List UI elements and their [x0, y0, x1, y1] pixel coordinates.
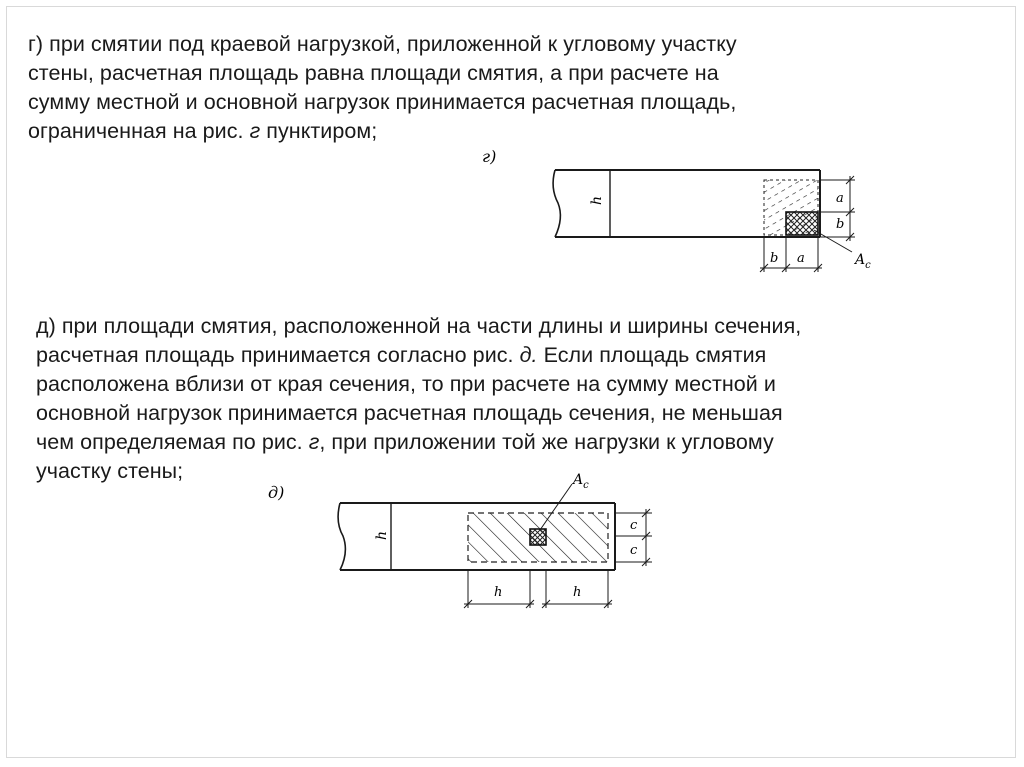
paragraph-g	[28, 30, 737, 146]
height-label: h	[589, 195, 605, 205]
dimension-a-vertical: a	[836, 191, 844, 206]
paragraph-d-line-5	[36, 428, 801, 457]
figure-g-caption: г)	[482, 147, 497, 166]
line-text: Если площадь смятия	[537, 343, 767, 367]
line-text: пунктиром;	[260, 119, 378, 143]
dimension-h-right: h	[573, 585, 582, 600]
area-label: $A_c$	[855, 252, 871, 271]
bearing-area	[530, 529, 546, 545]
paragraph-g-line-3: сумму местной и основной нагрузок принимается расчетная площадь,	[28, 90, 737, 114]
paragraph-d-line-2	[36, 341, 801, 370]
dimension-c-top: c	[630, 518, 638, 533]
area-label: $A_c$	[573, 472, 589, 491]
paragraph-d-line-4: основной нагрузок принимается расчетная площадь сечения, не меньшая	[36, 401, 783, 425]
figure-reference: г	[308, 430, 320, 454]
figure-d-caption: д)	[268, 483, 285, 502]
dimension-c-bottom: c	[630, 543, 638, 558]
line-text: чем определяемая по рис.	[36, 430, 309, 454]
line-text: расчетная площадь принимается согласно рис.	[36, 343, 520, 367]
paragraph-g-line-1: г) при смятии под краевой нагрузкой, приложенной к угловому участку	[28, 32, 737, 56]
paragraph-g-line-2: стены, расчетная площадь равна площади смятия, а при расчете на	[28, 61, 719, 85]
height-label: h	[374, 530, 390, 540]
paragraph-d	[36, 312, 801, 486]
figure-reference: д.	[519, 343, 538, 367]
bearing-area	[786, 212, 818, 235]
line-text: , при приложении той же нагрузки к угловому	[319, 430, 774, 454]
line-text: ограниченная на рис.	[28, 119, 250, 143]
figure-reference: г	[249, 119, 261, 143]
dimension-h-left: h	[494, 585, 503, 600]
dimension-b-vertical: b	[836, 217, 845, 232]
figure-d-diagram	[260, 470, 680, 620]
dimension-a-horizontal: a	[797, 251, 805, 266]
figure-g-diagram	[470, 140, 890, 280]
dimension-b-horizontal: b	[770, 251, 779, 266]
paragraph-d-line-6: участку стены;	[36, 459, 184, 483]
paragraph-d-line-3: расположена вблизи от края сечения, то при расчете на сумму местной и	[36, 372, 776, 396]
paragraph-d-line-1: д) при площади смятия, расположенной на части длины и ширины сечения,	[36, 314, 802, 338]
horizontal-dimension	[464, 570, 612, 608]
